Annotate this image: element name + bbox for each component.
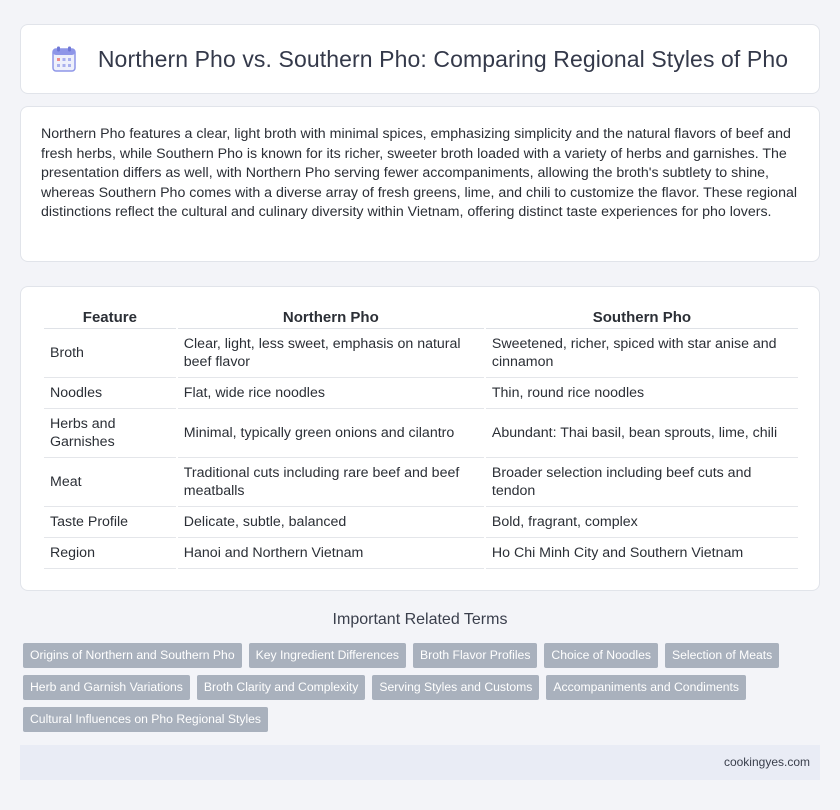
tag-meats[interactable]: Selection of Meats (665, 643, 779, 668)
tag-cultural-influences[interactable]: Cultural Influences on Pho Regional Styles (23, 707, 268, 732)
tag-accompaniments[interactable]: Accompaniments and Condiments (546, 675, 746, 700)
table-row (44, 507, 798, 538)
related-terms-title: Important Related Terms (332, 611, 508, 628)
header-southern-pho: Southern Pho (486, 307, 798, 329)
table-row (44, 409, 798, 458)
row-southern: Thin, round rice noodles (486, 378, 798, 409)
row-southern: Ho Chi Minh City and Southern Vietnam (486, 538, 798, 569)
tag-broth-clarity[interactable]: Broth Clarity and Complexity (197, 675, 365, 700)
table-row (44, 538, 798, 569)
row-southern: Sweetened, richer, spiced with star anise and cinnamon (486, 329, 798, 378)
row-southern: Broader selection including beef cuts and tendon (486, 458, 798, 507)
tag-broth-flavor[interactable]: Broth Flavor Profiles (413, 643, 537, 668)
row-northern: Minimal, typically green onions and cilantro (178, 409, 484, 458)
row-northern: Clear, light, less sweet, emphasis on natural beef flavor (178, 329, 484, 378)
header-card (20, 24, 820, 94)
row-northern: Flat, wide rice noodles (178, 378, 484, 409)
tag-key-ingredients[interactable]: Key Ingredient Differences (249, 643, 406, 668)
row-northern: Traditional cuts including rare beef and beef meatballs (178, 458, 484, 507)
comparison-table-card (20, 286, 820, 591)
table-header-row (44, 307, 798, 329)
page-title: Northern Pho vs. Southern Pho: Comparing Regional Styles of Pho (97, 45, 789, 72)
calendar-icon (52, 46, 76, 72)
row-southern: Bold, fragrant, complex (486, 507, 798, 538)
table-row (44, 458, 798, 507)
row-feature: Herbs and Garnishes (44, 409, 176, 458)
table-row (44, 329, 798, 378)
row-southern: Abundant: Thai basil, bean sprouts, lime, chili (486, 409, 798, 458)
intro-card (20, 106, 820, 262)
row-northern: Delicate, subtle, balanced (178, 507, 484, 538)
tag-origins[interactable]: Origins of Northern and Southern Pho (23, 643, 242, 668)
tag-serving-styles[interactable]: Serving Styles and Customs (372, 675, 539, 700)
row-feature: Taste Profile (44, 507, 176, 538)
row-feature: Region (44, 538, 176, 569)
related-terms-list (23, 643, 803, 732)
tag-herb-garnish[interactable]: Herb and Garnish Variations (23, 675, 190, 700)
title-wrap (52, 46, 788, 73)
row-northern: Hanoi and Northern Vietnam (178, 538, 484, 569)
row-feature: Noodles (44, 378, 176, 409)
tag-noodles[interactable]: Choice of Noodles (544, 643, 658, 668)
header-northern-pho: Northern Pho (178, 307, 484, 329)
footer-site-link[interactable]: cookingyes.com (723, 755, 810, 769)
comparison-table (42, 307, 800, 569)
header-feature: Feature (44, 307, 176, 329)
row-feature: Meat (44, 458, 176, 507)
table-row (44, 378, 798, 409)
row-feature: Broth (44, 329, 176, 378)
footer (20, 745, 820, 780)
intro-paragraph: Northern Pho features a clear, light broth with minimal spices, emphasizing simplicity and the natural flavors of beef and fresh herbs, while Southern Pho is known for its richer, sweeter broth loaded with a variety of herbs and garnishes. The presentation differs as well, with Northern Pho serving fewer accompaniments, allowing the broth's subtlety to shine, whereas Southern Pho comes with a diverse array of fresh greens, lime, and chili to customize the flavor. These regional distinctions reflect the cultural and culinary diversity within Vietnam, offering distinct taste experiences for pho lovers. (41, 126, 797, 221)
